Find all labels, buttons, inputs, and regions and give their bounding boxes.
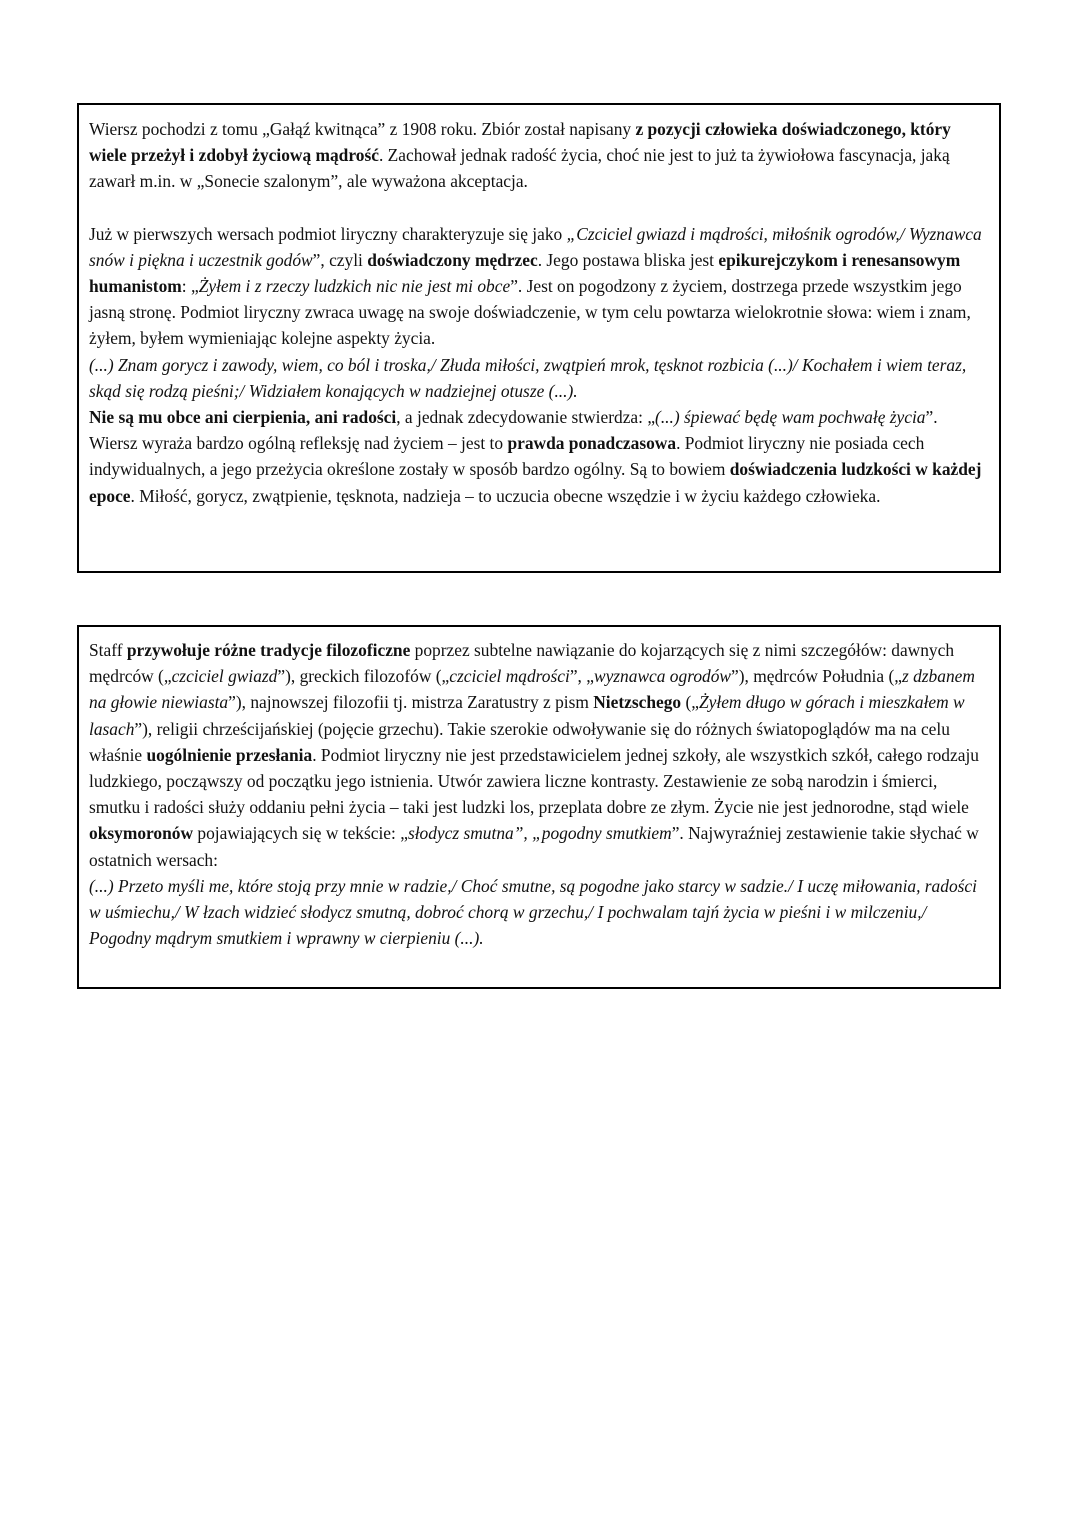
paragraph-characterization xyxy=(89,221,989,352)
bold-phrase: Nie są mu obce ani cierpienia, ani radości xyxy=(89,407,397,428)
text-segment: . Jego postawa bliska jest xyxy=(537,249,719,270)
italic-quote: czciciel gwiazd xyxy=(171,666,278,687)
bold-phrase: oksymoronów xyxy=(89,823,194,844)
text-segment: („ xyxy=(681,692,699,713)
poem-quote: (...) Znam gorycz i zawody, wiem, co ból i troska,/ Złuda miłości, zwątpień mrok, tęsknot rozbicia (...)/ Kochałem i wiem teraz, skąd się rodzą pieśni;/ Widziałem konających w nadziejnej otusze (...). xyxy=(89,354,967,401)
paragraph-gap xyxy=(89,195,989,221)
text-segment: poprzez subtelne nawiązanie do kojarzących się z nimi szczegółów: dawnych mędrców („ xyxy=(89,640,955,687)
text-segment: Wiersz pochodzi z tomu „Gałąź kwitnąca” z 1908 roku. Zbiór został napisany xyxy=(89,119,636,139)
text-segment: ”), mędrców Południa („ xyxy=(731,666,902,687)
bold-phrase: przywołuje różne tradycje filozoficzne xyxy=(126,640,411,660)
paragraph-reflection xyxy=(89,404,989,509)
text-segment: ”, czyli xyxy=(312,249,368,270)
italic-quote: Żyłem długo w górach i mieszkałem w lasach xyxy=(89,692,965,739)
text-segment: ”. Jest on pogodzony z życiem, dostrzega przede wszystkim jego jasną stronę. Podmiot liryczny zwraca uwagę na swoje doświadczenie, w tym celu powtarza wielokrotnie słowa: wiem i znam, żyłem, byłem wymieniając kolejne aspekty życia. xyxy=(89,276,971,349)
text-segment: ”), najnowszej filozofii tj. mistrza Zaratustry z pism xyxy=(228,692,594,713)
text-segment: . Podmiot liryczny nie posiada cech indywidualnych, a jego przeżycia określone zostały w sposób bardzo ogólny. Są to bowiem xyxy=(89,433,925,480)
italic-quote: Żyłem i z rzeczy ludzkich nic nie jest mi obce xyxy=(198,276,511,297)
italic-quote: czciciel mądrości xyxy=(449,666,570,687)
poem-quote: (...) Przeto myśli me, które stoją przy mnie w radzie,/ Choć smutne, są pogodne jako starcy w sadzie./ I uczę miłowania, radości w uśmiechu,/ W łzach widzieć słodycz smutną, dobroć chorą w grzechu,/ I pochwalam tajń życia w pieśni i w milczeniu,/ Pogodny mądrym smutkiem i wprawny w cierpieniu (...). xyxy=(89,875,977,949)
text-segment: , a jednak zdecydowanie stwierdza: „ xyxy=(396,407,656,428)
bold-phrase: prawda ponadczasowa xyxy=(507,433,677,454)
paragraph-traditions xyxy=(89,637,989,873)
text-segment: ”), greckich filozofów („ xyxy=(277,666,450,687)
text-segment: . Miłość, gorycz, zwątpienie, tęsknota, nadzieja – to uczucia obecne wszędzie i w życiu każdego człowieka. xyxy=(130,485,881,506)
italic-quote: z dzbanem na głowie niewiasta xyxy=(89,666,975,713)
text-segment: . Podmiot liryczny nie jest przedstawicielem jednej szkoły, ale wszystkich szkół, całego rodzaju ludzkiego, począwszy od początku jego istnienia. Utwór zawiera liczne kontrasty. Zestawienie ze sobą narodzin i śmierci, smutku i radości służy oddaniu pełni życia – taki jest ludzki los, przeplata dobre ze złym. Życie nie jest jednorodne, stąd wiele xyxy=(89,744,979,818)
text-box-2 xyxy=(77,625,1001,989)
text-segment: ”, „ xyxy=(569,666,594,687)
italic-quote: (...) śpiewać będę wam pochwałę życia xyxy=(655,407,926,428)
italic-quote: „Czciciel gwiazd i mądrości, miłośnik ogrodów,/ Wyznawca snów i piękna i uczestnik godów xyxy=(89,223,982,270)
text-segment: pojawiających się w tekście: „ xyxy=(193,823,408,844)
bold-phrase: z pozycji człowieka doświadczonego, który wiele przeżył i zdobył życiową mądrość xyxy=(89,119,951,166)
text-segment: Już w pierwszych wersach podmiot liryczny charakteryzuje się jako xyxy=(89,223,567,244)
bold-phrase: doświadczenia ludzkości w każdej epoce xyxy=(89,459,982,506)
text-segment: : „ xyxy=(181,276,199,297)
text-segment: ”. Najwyraźniej zestawienie takie słychać w ostatnich wersach: xyxy=(89,823,979,870)
italic-quote: słodycz smutna”, „pogodny smutkiem xyxy=(407,823,672,844)
bold-phrase: Nietzschego xyxy=(593,692,682,713)
bold-phrase: epikurejczykom i renesansowym humanistom xyxy=(89,249,961,297)
bold-phrase: doświadczony mędrzec xyxy=(367,249,538,270)
text-segment: . Zachował jednak radość życia, choć nie jest to już ta żywiołowa fascynacja, jaką zawarł m.in. w „Sonecie szalonym”, ale wyważona akceptacja. xyxy=(89,145,950,192)
italic-quote: wyznawca ogrodów xyxy=(593,666,732,687)
text-segment: ”. Wiersz wyraża bardzo ogólną refleksję nad życiem – jest to xyxy=(89,407,938,454)
bold-phrase: uogólnienie przesłania xyxy=(146,744,313,765)
text-segment: ”), religii chrześcijańskiej (pojęcie grzechu). Takie szerokie odwoływanie się do różnych światopoglądów ma na celu właśnie xyxy=(89,718,950,765)
text-segment: Staff xyxy=(89,640,127,660)
paragraph-intro xyxy=(89,116,989,195)
text-box-1 xyxy=(77,103,1001,573)
